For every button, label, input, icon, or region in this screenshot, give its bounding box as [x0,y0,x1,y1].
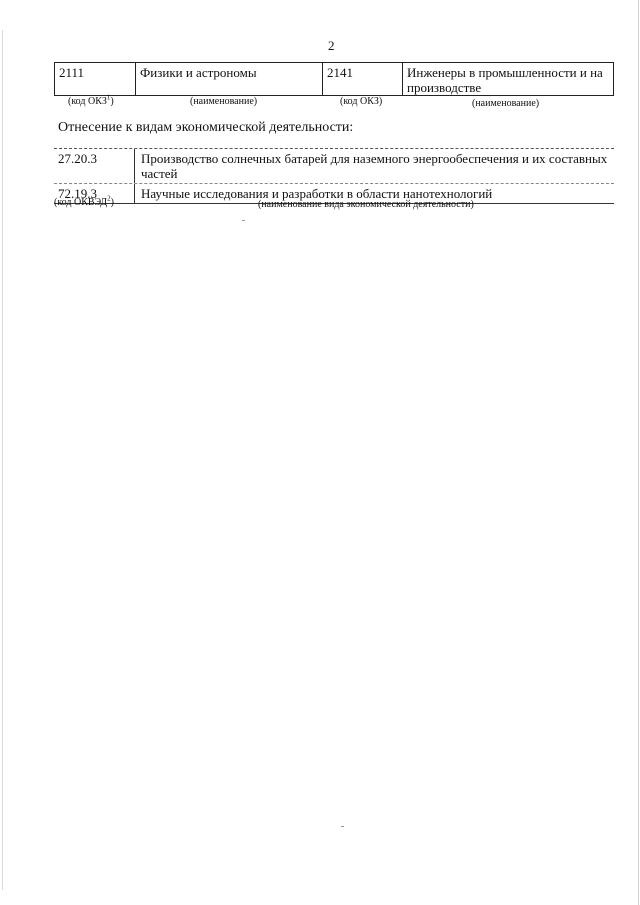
footnote-mark: 1 [106,93,111,102]
okz-code-cell: 2141 [323,63,403,95]
okved-table [54,148,614,204]
okz-table [54,62,614,96]
okz-code-caption-2: (код ОКЗ) [340,96,383,107]
okz-name-cell: Инженеры в промышленности и на производстве [407,65,603,95]
okz-name-caption: (наименование) [190,96,258,107]
table-row [54,149,614,184]
okved-code-cell: 27.20.3 [54,149,135,183]
section-title: Отнесение к видам экономической деятельности: [58,120,354,135]
okved-name-cell: Производство солнечных батарей для наземного энергообеспечения и их составных частей [141,151,608,181]
okved-code-caption [54,194,114,209]
caption-text: ) [110,197,114,208]
okved-code-cell: 72.19.3 [54,184,135,203]
scan-mark [341,826,344,827]
caption-text: ) [110,96,114,107]
page-edge [638,0,639,905]
okved-name-cell: Научные исследования и разработки в области нанотехнологий [141,186,493,201]
scan-mark [242,220,245,221]
okz-code-caption [68,93,114,108]
okz-name-caption-2: (наименование) [472,98,540,109]
page-number: 2 [328,38,335,53]
page-edge [2,30,3,890]
okved-name-caption: (наименование вида экономической деятельности) [258,199,474,210]
footnote-mark: 2 [107,194,111,203]
caption-text: (код ОКЗ [68,96,107,107]
okz-name-cell: Физики и астрономы [136,63,323,95]
okz-code-cell: 2111 [55,63,136,95]
caption-text: (код ОКВЭД [54,197,108,208]
